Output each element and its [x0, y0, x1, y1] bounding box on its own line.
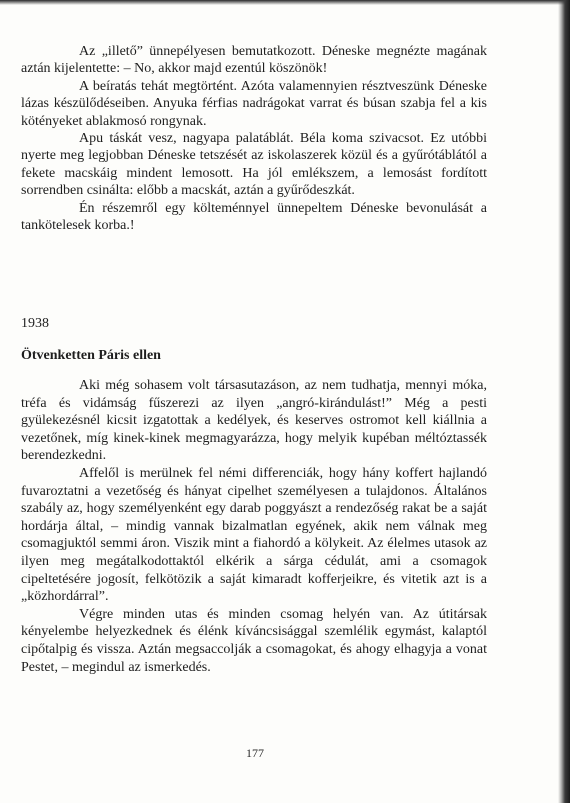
paragraph: A beíratás tehát megtörtént. Azóta valamennyien résztveszünk Déneske lázas készülődéseiben. Anyuka férfias nadrágokat varrat és búsan szabja fel a kis kötényeket ablakmosó rongynak.	[21, 78, 487, 129]
paragraph: Apu táskát vesz, nagyapa palatáblát. Béla koma szivacsot. Ez utóbbi nyerte meg legjobban Déneske tetszését az iskolaszerek közül és a gyűrótáblától a fekete macskáig mindent lemosott. Ha jól emlékszem, a lemosást fordított sorrendben csinálta: előbb a macskát, aztán a gyűrődeszkát.	[21, 131, 487, 199]
section-2-text	[21, 377, 487, 676]
scan-edge-right	[558, 0, 570, 803]
paragraph: Aki még sohasem volt társasutazáson, az nem tudhatja, mennyi móka, tréfa és vidámság fűszerezi az ilyen „angró-kirándulást!” Még a pesti gyülekezésnél kicsit izgatottak a kedélyek, és keserves ostromot kell kiállnia a vezetőnek, míg kinek-kinek megmagyarázza, hogy melyik kupéban méltóztassék berendezkedni.	[21, 378, 487, 464]
chapter-heading: Ötvenketten Páris ellen	[21, 348, 161, 363]
year-label: 1938	[21, 316, 49, 331]
scan-edge-top	[0, 0, 570, 5]
section-1-text	[21, 43, 487, 234]
paragraph: Végre minden utas és minden csomag helyén van. Az útitársak kényelembe helyezkednek és élénk kíváncsisággal szemlélik egymást, kalaptól cipőtalpig és vissza. Aztán megsaccolják a csomagokat, és ahogy elhagyja a vonat Pestet, – megindul az ismerkedés.	[21, 606, 487, 675]
paragraph: Affelől is merülnek fel némi differenciák, hogy hány koffert hajlandó fuvaroztatni a vezetőség és hányat cipelhet személyesen a tulajdonos. Általános szabály az, hogy személyenként egy darab poggyászt a rendezőség rakat be a saját hordárja által, – mindig vannak bizalmatlan egyének, akik nem válnak meg csomagjuktól semmi áron. Viszik mint a fiahordó a kölykeit. Az élelmes utasok az ilyen meg megátalkodottaktól elkérik a sárga cédulát, ami a csomagok cipeltetésére jogosít, felkötözik a saját kimaradt kofferjeikre, és vitetik azt is a „közhordárral”.	[21, 465, 487, 605]
paragraph: Én részemről egy költeménnyel ünnepeltem Déneske bevonulását a tankötelesek korba.!	[21, 200, 487, 234]
page-number: 177	[246, 746, 264, 760]
paragraph: Az „illető” ünnepélyesen bemutatkozott. Déneske megnézte magának aztán kijelentette: – No, akkor majd ezentúl köszönök!	[21, 44, 487, 77]
